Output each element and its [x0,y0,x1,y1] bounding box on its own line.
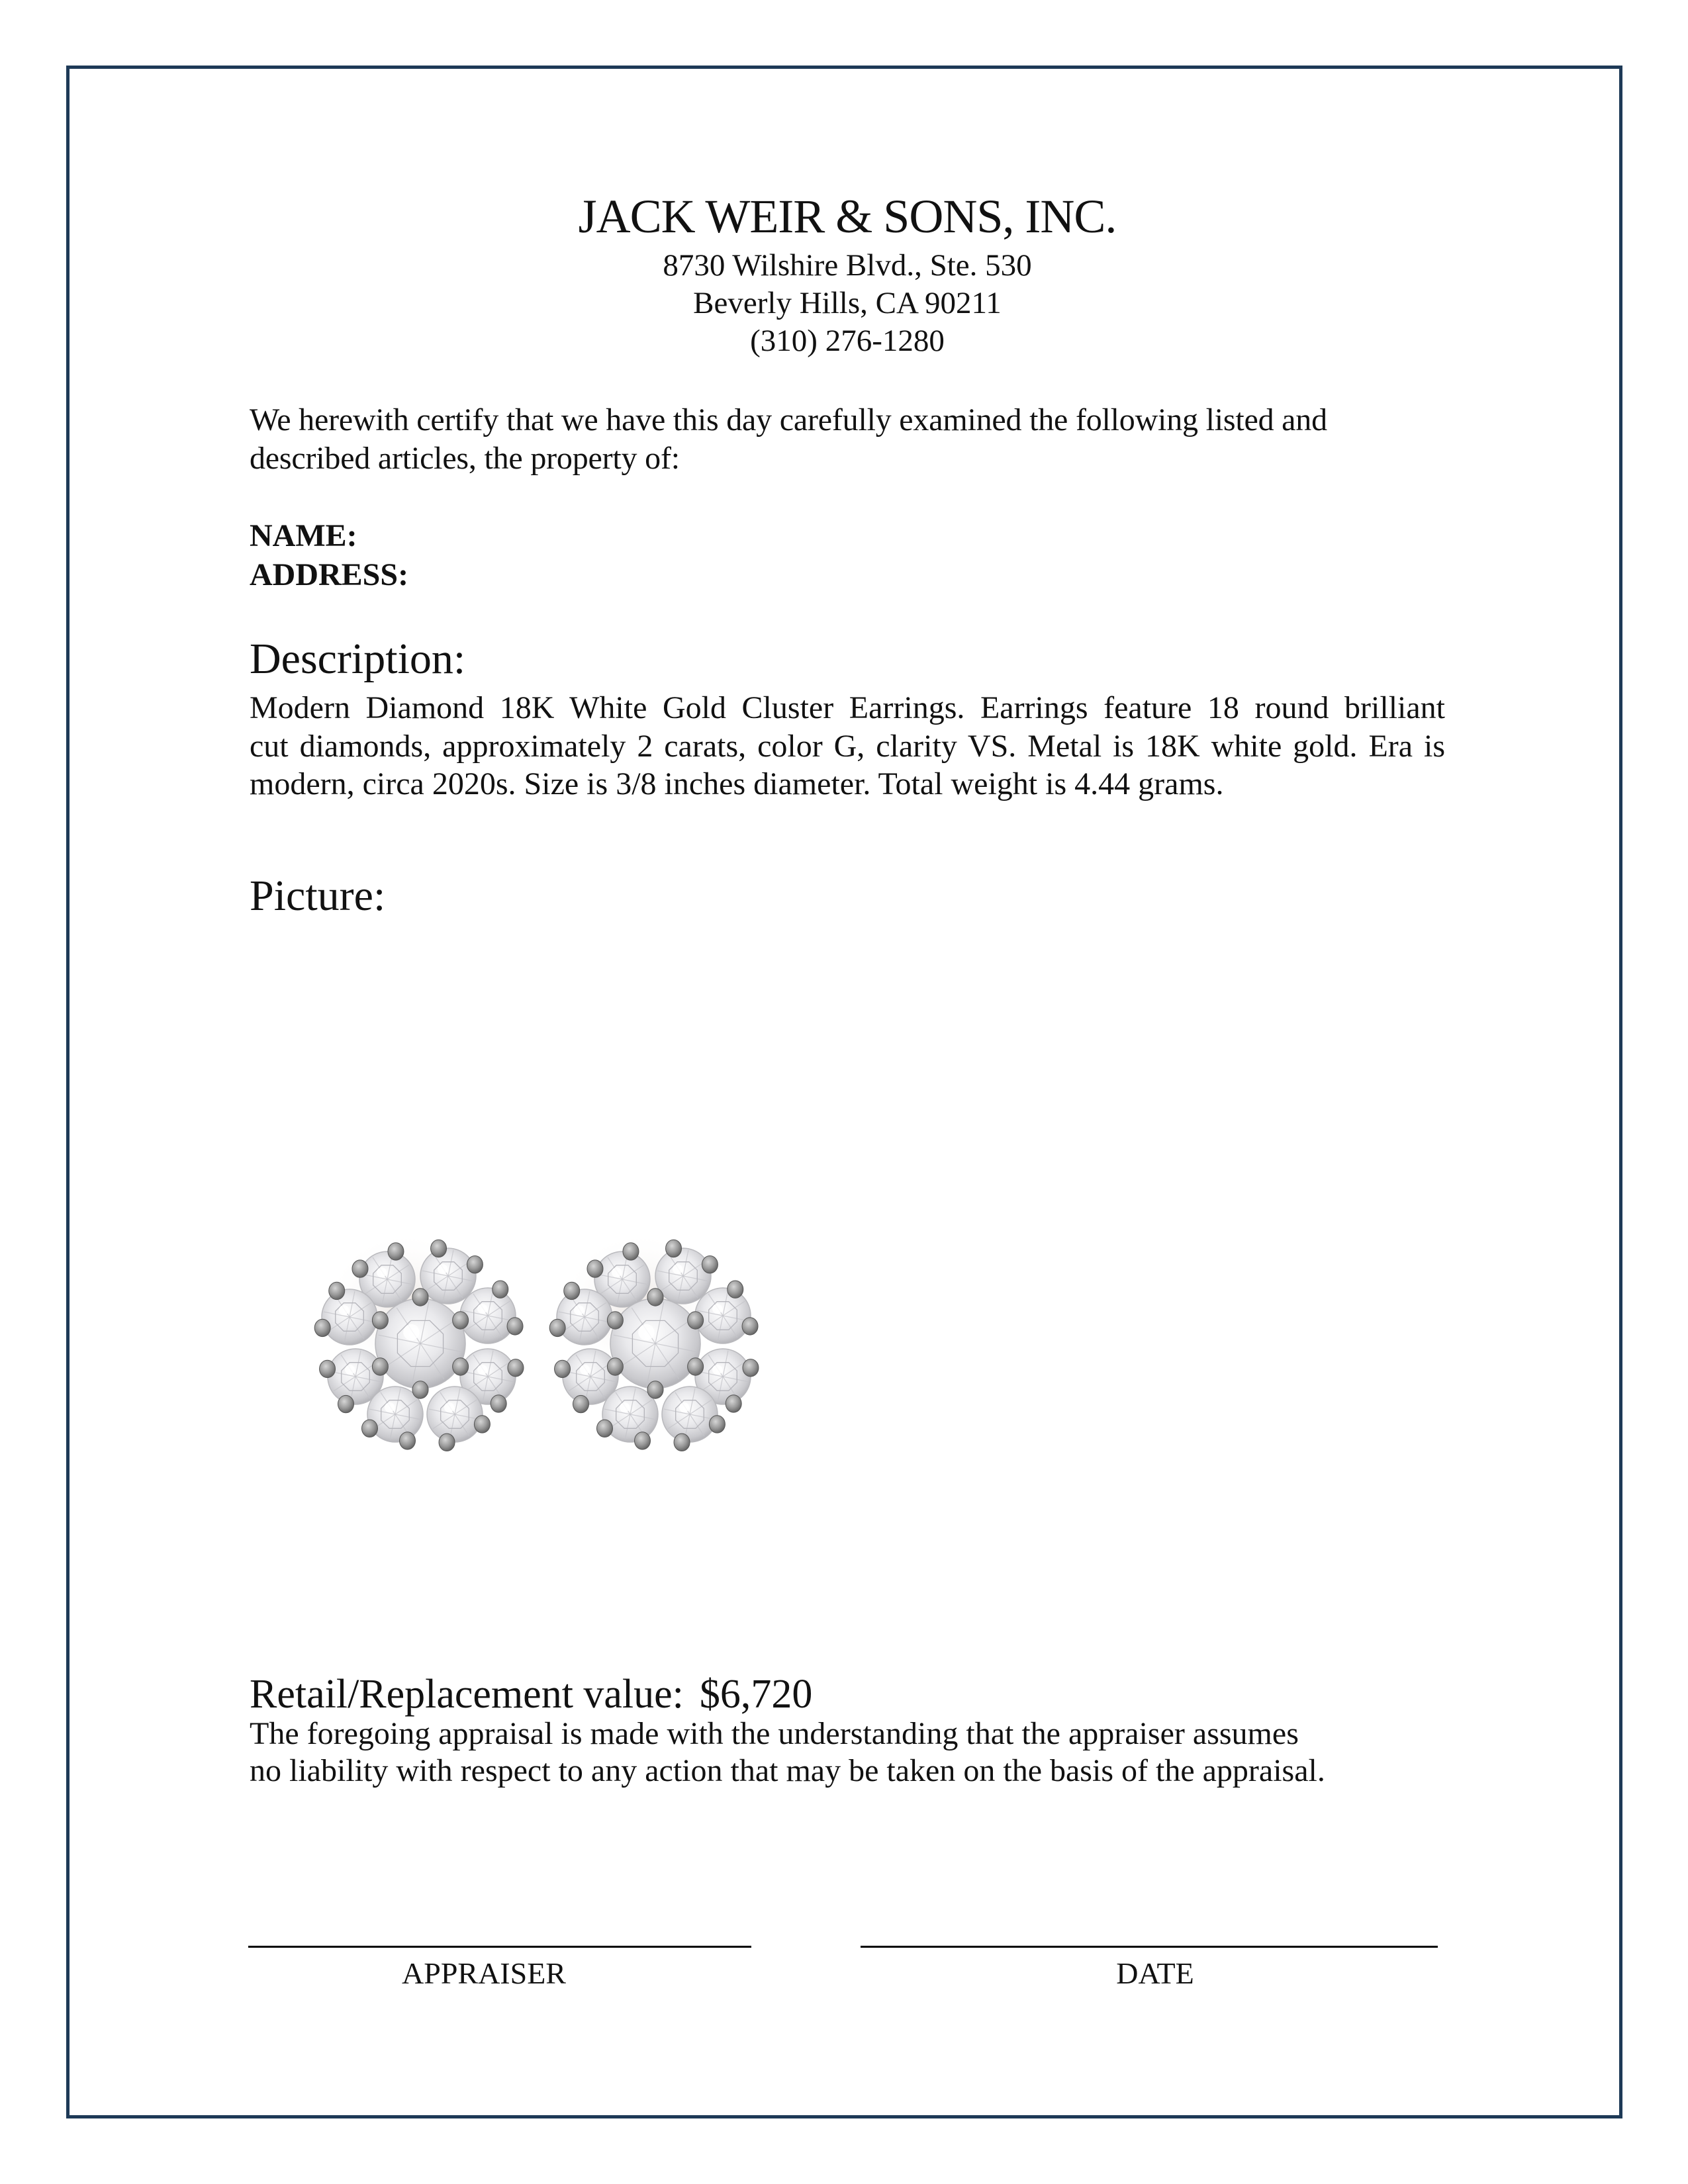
owner-fields [250,516,1445,594]
address-label: ADDRESS: [250,557,409,592]
prong [439,1433,455,1451]
diamond [427,1387,483,1442]
prong [647,1289,663,1306]
prong [688,1312,704,1329]
appraiser-label: APPRAISER [402,1956,566,1990]
diamond-highlight [679,1402,689,1412]
prong [709,1416,725,1433]
diamond [322,1289,377,1345]
picture-heading: Picture: [250,872,386,920]
prong [702,1255,718,1273]
earring-left [314,1231,524,1451]
disclaimer-text [250,1715,1445,1790]
diamond-highlight [477,1304,487,1314]
description-heading: Description: [250,635,466,683]
prong [607,1312,623,1329]
valuation [250,1670,812,1719]
prong [573,1395,588,1412]
diamond [557,1289,612,1345]
diamond-highlight [339,1305,349,1315]
description-text [250,689,1445,803]
prong [399,1432,415,1449]
diamond-highlight [612,1267,622,1277]
date-signature-line [861,1946,1438,1948]
prong [743,1359,759,1377]
prong [412,1381,428,1398]
disclaimer-line: no liability with respect to any action that may be taken on the basis of the appraisal. [250,1753,1325,1788]
prong [412,1289,428,1306]
prong [727,1281,743,1298]
prong [491,1395,506,1412]
diamond-highlight [580,1365,590,1375]
diamond [695,1288,751,1343]
prong [647,1381,663,1398]
prong [623,1243,639,1260]
diamond-highlight [377,1267,387,1277]
prong [453,1312,469,1329]
prong [453,1358,469,1375]
prong [674,1433,690,1451]
prong [338,1395,353,1412]
diamond-highlight [444,1402,454,1412]
company-contact [250,247,1445,360]
certification-line: We herewith certify that we have this day carefully examined the following listed and [250,402,1327,437]
name-label: NAME: [250,518,357,553]
disclaimer-line: The foregoing appraisal is made with the understanding that the appraiser assumes [250,1716,1299,1751]
diamond-highlight [385,1402,395,1412]
prong [352,1260,368,1277]
prong [508,1359,524,1377]
diamond-highlight [712,1365,722,1375]
description-line: modern, circa 2020s. Size is 3/8 inches diameter. Total weight is 4.44 grams. [250,766,1224,801]
prong [726,1395,741,1412]
diamond-highlight [403,1324,419,1340]
prong [507,1318,523,1335]
diamond-highlight [438,1264,447,1274]
earring-right [549,1231,759,1451]
diamond [460,1288,516,1343]
diamond [662,1387,718,1442]
prong [634,1432,650,1449]
diamond-highlight [712,1304,722,1314]
prong [549,1319,565,1336]
prong [431,1240,447,1257]
company-name: JACK WEIR & SONS, INC. [578,190,1117,243]
prong [596,1420,612,1437]
earrings-photo [291,1218,794,1469]
diamond-highlight [620,1402,630,1412]
diamond [375,1298,465,1388]
prong [361,1420,377,1437]
prong [329,1282,345,1299]
description-line: Modern Diamond 18K White Gold Cluster Earrings. Earrings feature 18 round brilliant [250,690,1445,725]
diamond-highlight [574,1305,584,1315]
prong [320,1360,336,1377]
document-border [66,66,1622,2118]
prong [372,1312,388,1329]
prong [467,1255,483,1273]
prong [555,1360,571,1377]
prong [314,1319,330,1336]
address-line-1: 8730 Wilshire Blvd., Ste. 530 [663,248,1032,283]
prong [564,1282,580,1299]
diamond-highlight [345,1365,355,1375]
diamond-highlight [638,1324,654,1340]
valuation-amount: $6,720 [699,1672,813,1717]
prong [372,1358,388,1375]
diamond [655,1248,711,1304]
phone-number: (310) 276-1280 [750,324,945,358]
prong [388,1243,404,1260]
prong [607,1358,623,1375]
diamond [610,1298,700,1388]
certification-line: described articles, the property of: [250,441,680,476]
prong [688,1358,704,1375]
prong [587,1260,603,1277]
diamond [420,1248,476,1304]
address-line-2: Beverly Hills, CA 90211 [693,286,1002,320]
certification-statement [250,401,1445,478]
valuation-label: Retail/Replacement value: [250,1672,684,1717]
prong [666,1240,682,1257]
date-label: DATE [1116,1956,1194,1990]
prong [474,1416,490,1433]
description-line: cut diamonds, approximately 2 carats, color G, clarity VS. Metal is 18K white gold. Era is [250,728,1445,764]
diamond-highlight [477,1365,487,1375]
appraiser-signature-line [248,1946,751,1948]
diamond-highlight [673,1264,682,1274]
prong [492,1281,508,1298]
prong [742,1318,758,1335]
